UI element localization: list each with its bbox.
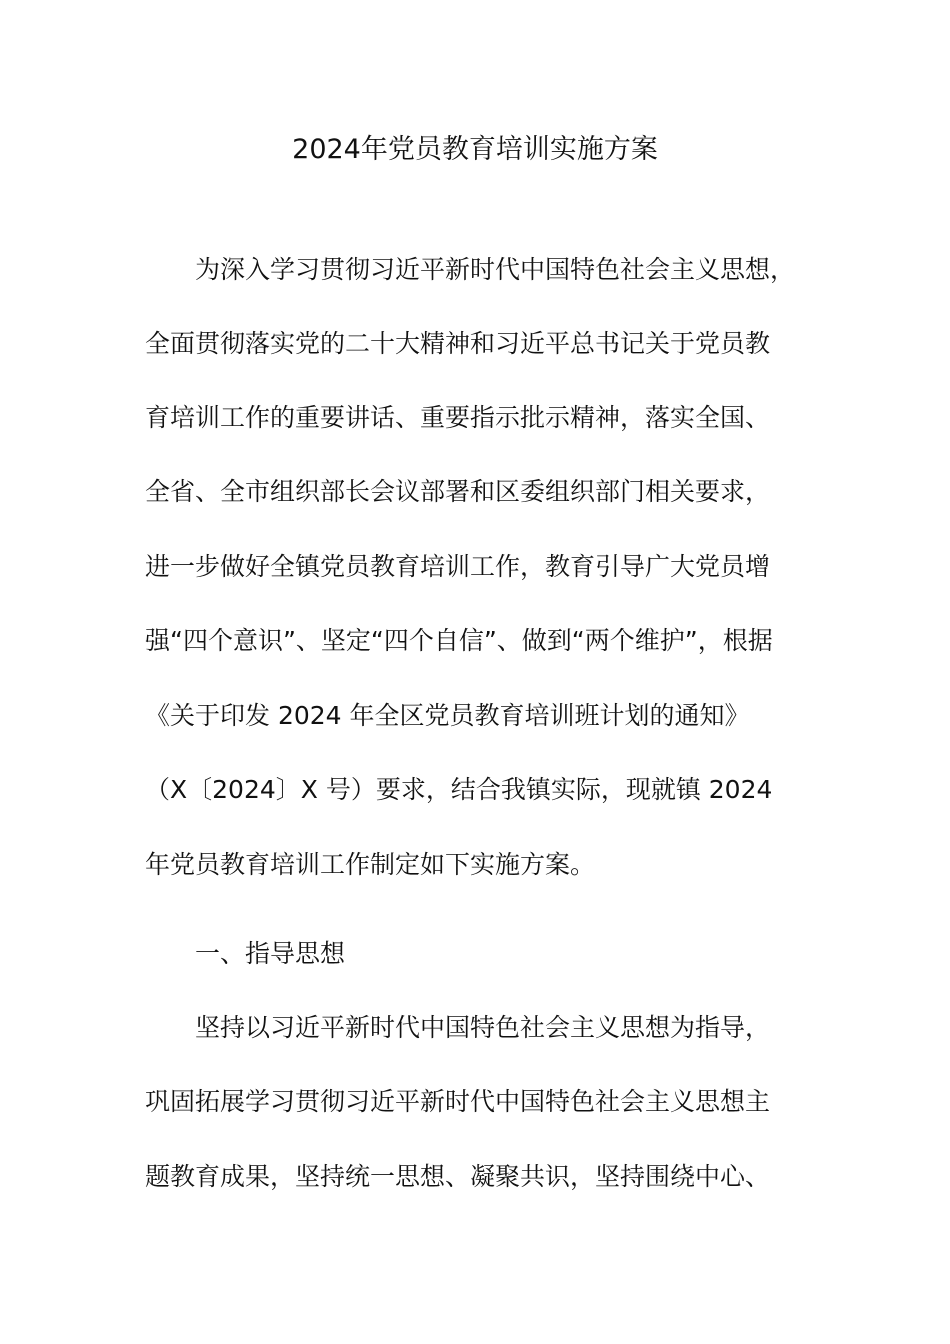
paragraph-line: 题教育成果，坚持统一思想、凝聚共识，坚持围绕中心、: [145, 1162, 771, 1191]
paragraph-line: 强“四个意识”、坚定“四个自信”、做到“两个维护”，根据: [145, 626, 773, 655]
paragraph-line: （X〔2024〕X 号）要求，结合我镇实际，现就镇 2024: [145, 775, 773, 804]
paragraph-line: 全省、全市组织部长会议部署和区委组织部门相关要求，: [145, 477, 771, 506]
paragraph-line: 年党员教育培训工作制定如下实施方案。: [145, 850, 596, 879]
paragraph-line: 《关于印发 2024 年全区党员教育培训班计划的通知》: [145, 701, 750, 730]
paragraph-line: 育培训工作的重要讲话、重要指示批示精神，落实全国、: [145, 403, 771, 432]
paragraph-line: 进一步做好全镇党员教育培训工作，教育引导广大党员增: [145, 552, 771, 581]
paragraph-line: 全面贯彻落实党的二十大精神和习近平总书记关于党员教: [145, 329, 771, 358]
paragraph-line: 巩固拓展学习贯彻习近平新时代中国特色社会主义思想主: [145, 1087, 771, 1116]
paragraph-line: 为深入学习贯彻习近平新时代中国特色社会主义思想，: [195, 255, 796, 284]
document-title: 2024年党员教育培训实施方案: [292, 134, 658, 165]
paragraph-line: 坚持以习近平新时代中国特色社会主义思想为指导，: [195, 1013, 771, 1042]
section-heading: 一、指导思想: [195, 939, 346, 968]
